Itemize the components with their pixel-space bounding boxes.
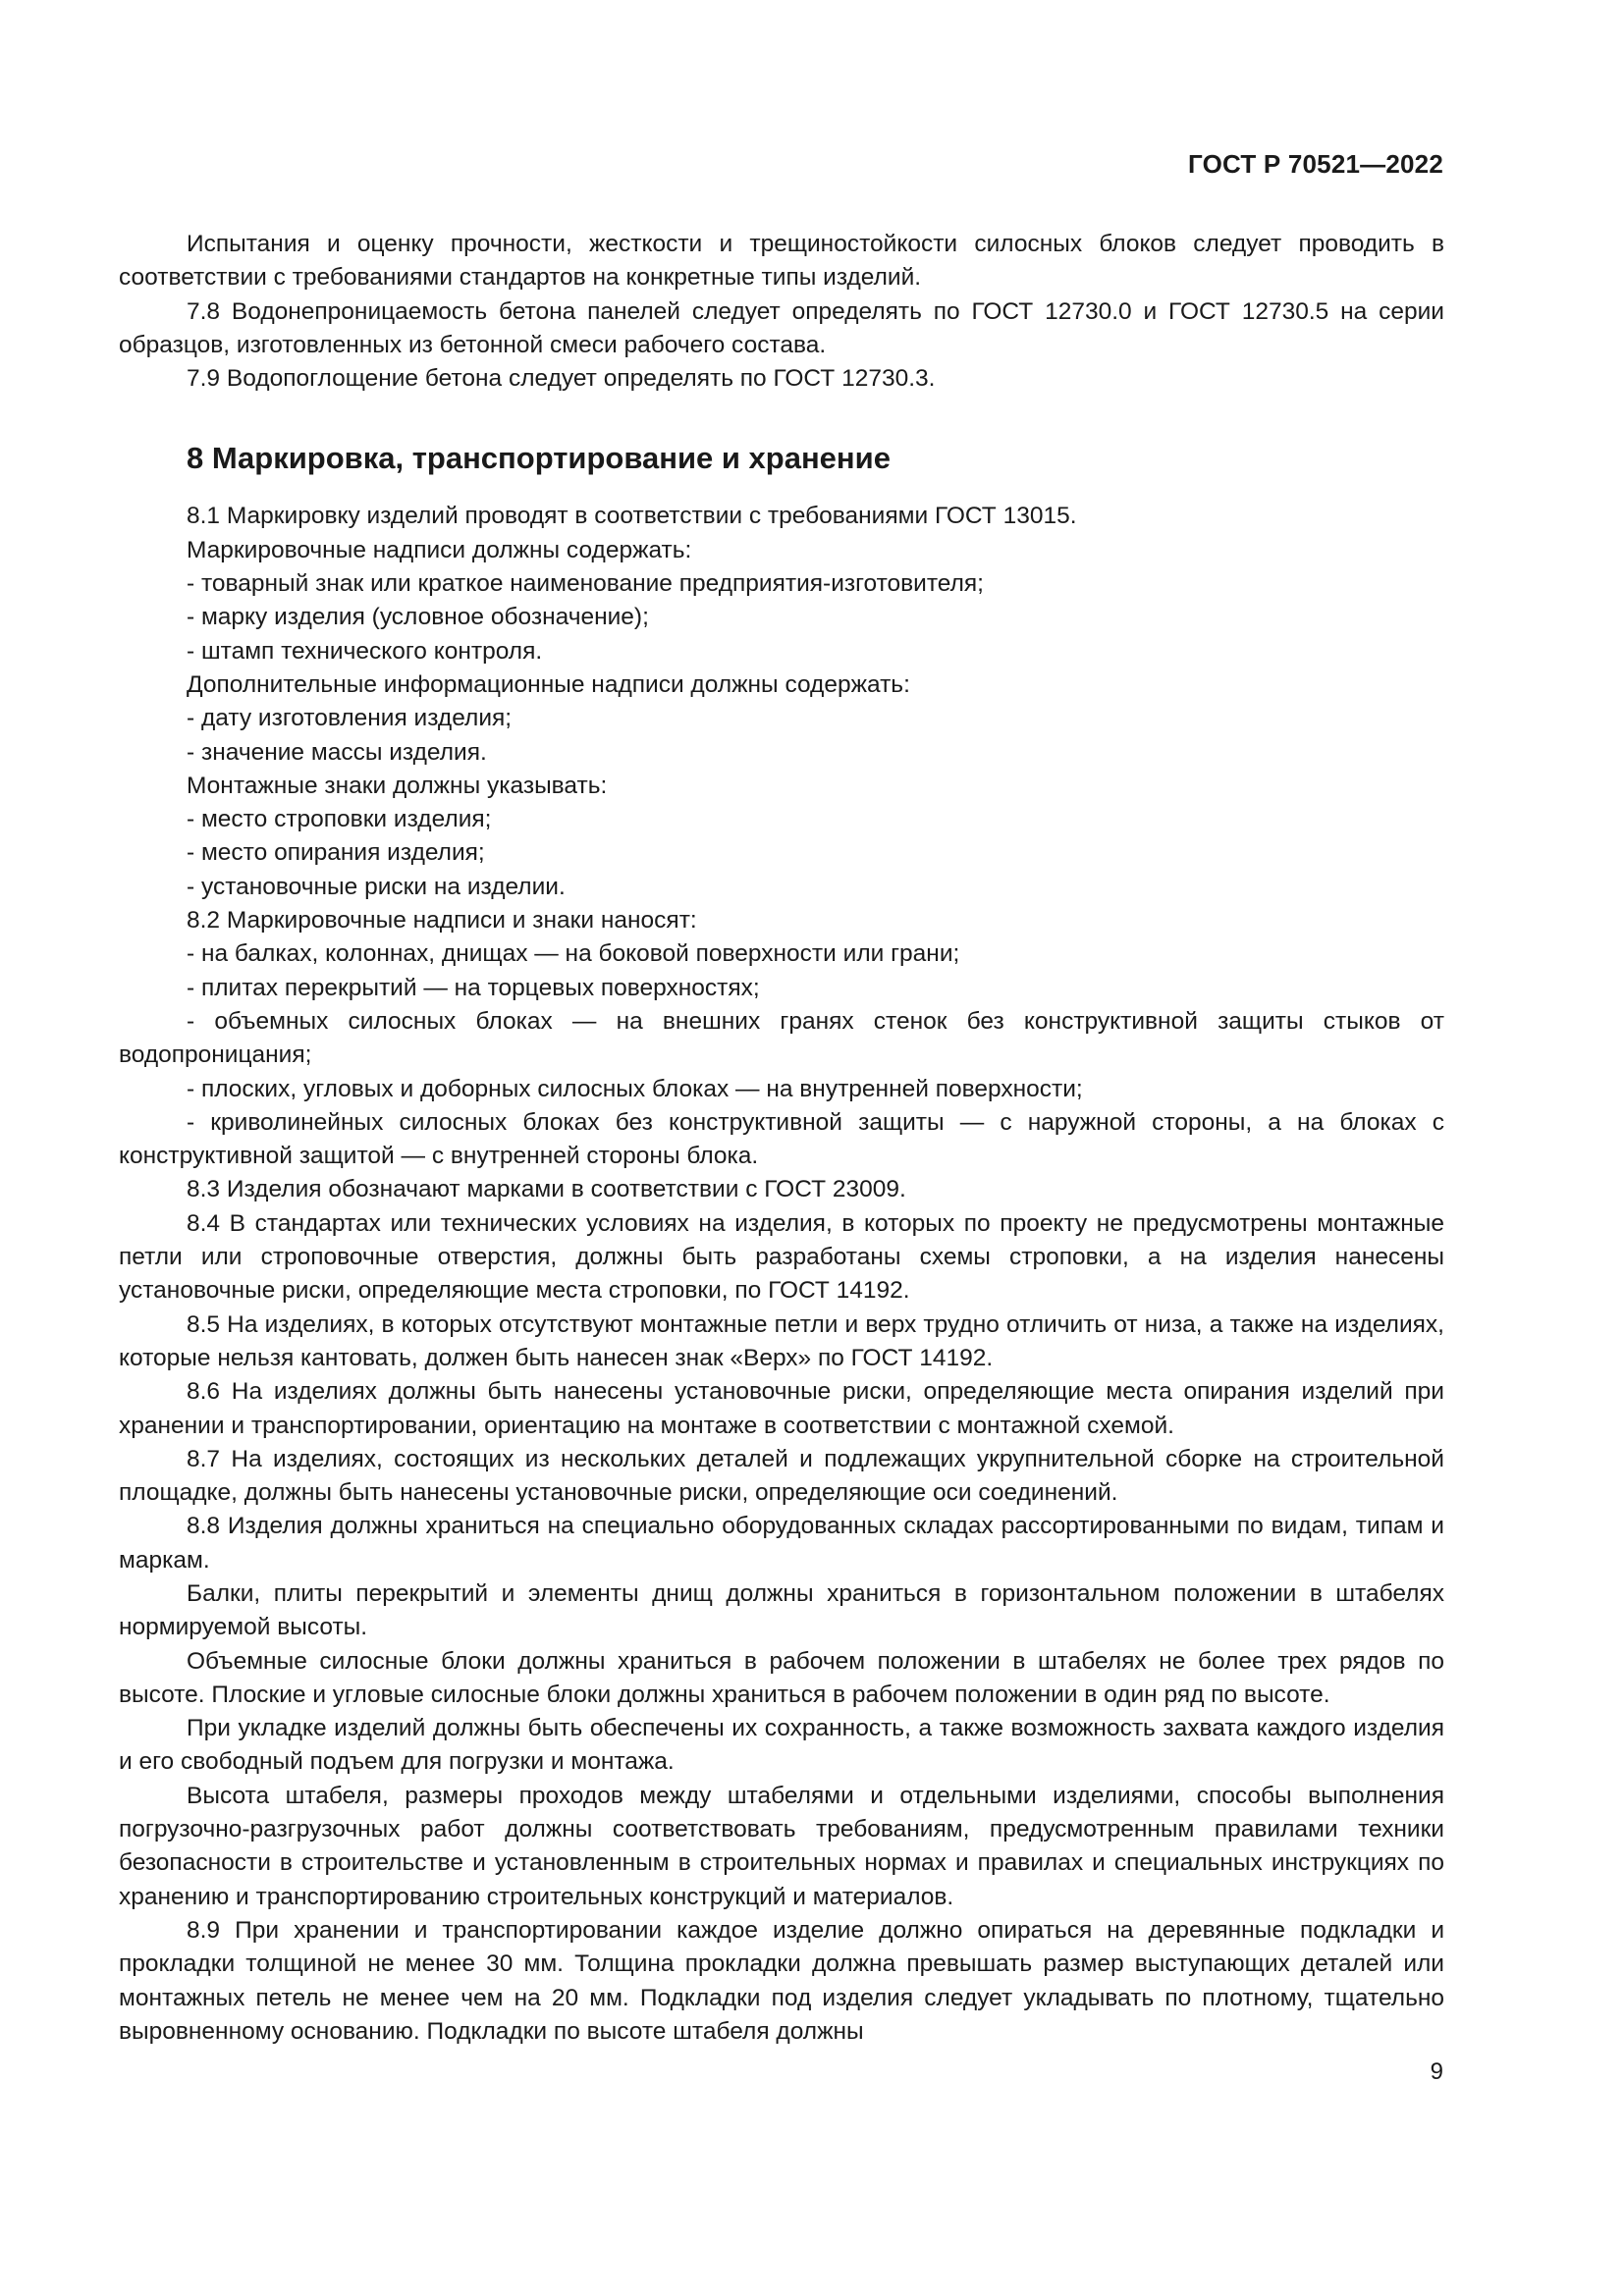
list-item: - марку изделия (условное обозначение); (187, 604, 649, 631)
paragraph-8-7: 8.7 На изделиях, состоящих из нескольких деталей и подлежащих укрупнительной сборке на строительной площадке, должны быть нанесены установочные риски, определяющие оси соединений. (119, 1445, 1444, 1507)
paragraph: Балки, плиты перекрытий и элементы днищ должны храниться в горизонтальном положении в штабелях нормируемой высоты. (119, 1579, 1444, 1641)
list-item: - плитах перекрытий — на торцевых поверхностях; (187, 974, 760, 1001)
list-item: - дату изготовления изделия; (187, 705, 513, 732)
paragraph-8-3: 8.3 Изделия обозначают марками в соответствии с ГОСТ 23009. (187, 1176, 906, 1203)
paragraph: Объемные силосные блоки должны храниться в рабочем положении в штабелях не более трех рядов по высоте. Плоские и угловые силосные блоки должны храниться в рабочем положении в один ряд по высоте. (119, 1647, 1444, 1708)
page-number: 9 (1430, 2058, 1443, 2085)
list-item: - место строповки изделия; (187, 806, 492, 833)
paragraph-7-9: 7.9 Водопоглощение бетона следует определять по ГОСТ 12730.3. (187, 365, 936, 393)
paragraph: Маркировочные надписи должны содержать: (187, 536, 692, 563)
paragraph-8-8: 8.8 Изделия должны храниться на специально оборудованных складах рассортированными по видам, типам и маркам. (119, 1513, 1444, 1574)
paragraph-8-1: 8.1 Маркировку изделий проводят в соответствии с требованиями ГОСТ 13015. (187, 503, 1077, 530)
list-item: - криволинейных силосных блоках без конструктивной защиты — с наружной стороны, а на блоках с конструктивной защитой — с внутренней стороны блока. (119, 1108, 1444, 1170)
list-item: - плоских, угловых и доборных силосных блоках — на внутренней поверхности; (187, 1075, 1083, 1102)
list-item: - штамп технического контроля. (187, 637, 543, 665)
list-item: - установочные риски на изделии. (187, 873, 566, 900)
list-item: - место опирания изделия; (187, 839, 485, 867)
document-body (119, 228, 1444, 2049)
paragraph: При укладке изделий должны быть обеспечены их сохранность, а также возможность захвата каждого изделия и его свободный подъем для погрузки и монтажа. (119, 1715, 1444, 1776)
paragraph: Дополнительные информационные надписи должны содержать: (187, 670, 910, 698)
paragraph-8-2: 8.2 Маркировочные надписи и знаки наносят: (187, 907, 697, 934)
paragraph-8-4: 8.4 В стандартах или технических условиях на изделия, в которых по проекту не предусмотрены монтажные петли или строповочные отверстия, должны быть разработаны схемы строповки, а на изделия нанесены установочные риски, определяющие места строповки, по ГОСТ 14192. (119, 1209, 1444, 1305)
list-item: - на балках, колоннах, днищах — на боковой поверхности или грани; (187, 940, 960, 968)
paragraph: Испытания и оценку прочности, жесткости и трещиностойкости силосных блоков следует проводить в соответствии с требованиями стандартов на конкретные типы изделий. (119, 231, 1444, 292)
section-heading: 8 Маркировка, транспортирование и хранение (187, 441, 891, 476)
paragraph-8-9: 8.9 При хранении и транспортировании каждое изделие должно опираться на деревянные подкладки и прокладки толщиной не менее 30 мм. Толщина прокладки должна превышать размер выступающих деталей или монтажных петель не менее чем на 20 мм. Подкладки под изделия следует укладывать по плотному, тщательно выровненному основанию. Подкладки по высоте штабеля должны (119, 1916, 1444, 2045)
paragraph: Высота штабеля, размеры проходов между штабелями и отдельными изделиями, способы выполнения погрузочно-разгрузочных работ должны соответствовать требованиям, предусмотренным правилами техники безопасности в строительстве и установленным в строительных нормах и правилах и специальных инструкциях по хранению и транспортированию строительных конструкций и материалов. (119, 1782, 1444, 1910)
paragraph: Монтажные знаки должны указывать: (187, 772, 608, 799)
paragraph-8-5: 8.5 На изделиях, в которых отсутствуют монтажные петли и верх трудно отличить от низа, а также на изделиях, которые нельзя кантовать, должен быть нанесен знак «Верх» по ГОСТ 14192. (119, 1310, 1444, 1371)
paragraph-7-8: 7.8 Водонепроницаемость бетона панелей следует определять по ГОСТ 12730.0 и ГОСТ 12730.5 на серии образцов, изготовленных из бетонной смеси рабочего состава. (119, 297, 1444, 358)
list-item: - товарный знак или краткое наименование предприятия-изготовителя; (187, 570, 984, 598)
list-item: - значение массы изделия. (187, 738, 487, 766)
paragraph-8-6: 8.6 На изделиях должны быть нанесены установочные риски, определяющие места опирания изделий при хранении и транспортировании, ориентацию на монтаже в соответствии с монтажной схемой. (119, 1378, 1444, 1439)
document-code-header: ГОСТ Р 70521—2022 (1188, 149, 1443, 179)
list-item: - объемных силосных блоках — на внешних гранях стенок без конструктивной защиты стыков от водопроницания; (119, 1007, 1444, 1069)
